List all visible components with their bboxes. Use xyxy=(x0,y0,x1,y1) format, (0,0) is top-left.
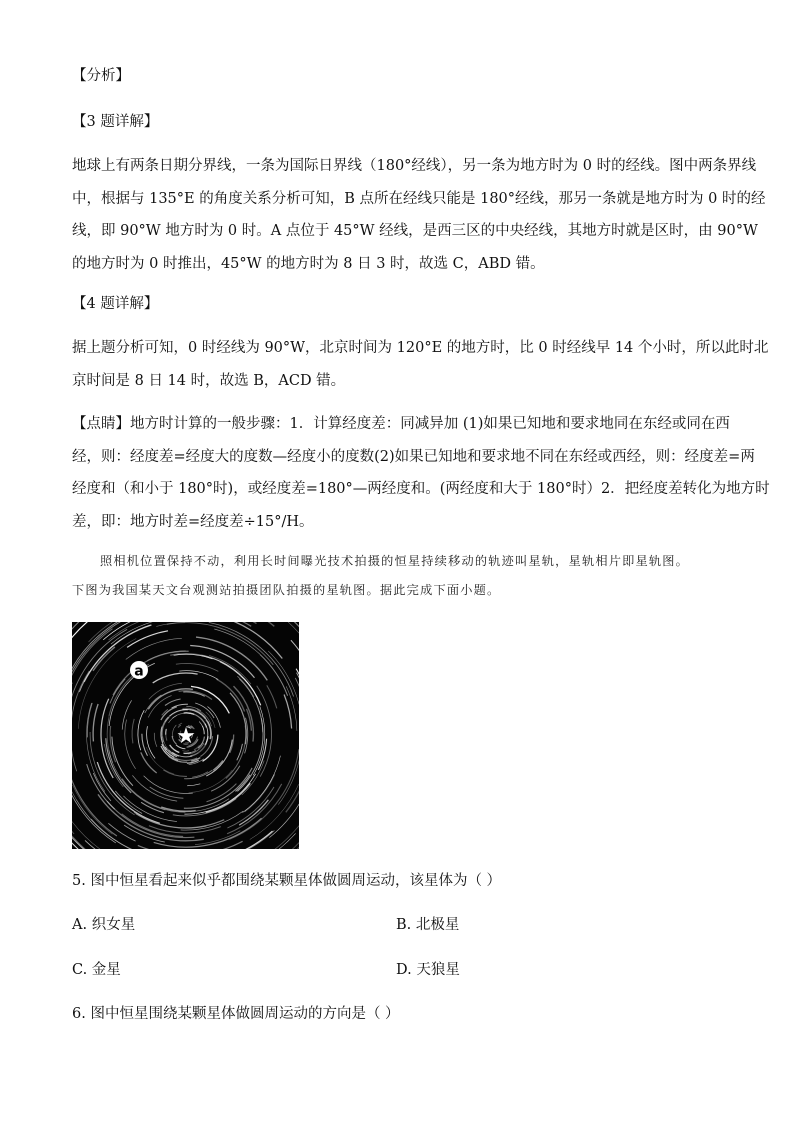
q4-line: 据上题分析可知，0 时经线为 90°W，北京时间为 120°E 的地方时，比 0 时经线早 14 个小时，所以此时北 xyxy=(72,340,769,356)
intro-text: 照相机位置保持不动，利用长时间曝光技术拍摄的恒星持续移动的轨迹叫星轨，星轨相片即星轨图。 xyxy=(100,554,690,568)
star-trail-arc xyxy=(184,753,191,754)
tip-paragraph xyxy=(72,408,770,538)
q3-line: 线，即 90°W 地方时为 0 时。A 点位于 45°W 经线，是西三区的中央经线，其地方时就是区时，由 90°W xyxy=(72,223,758,239)
q4-heading: 【4 题详解】 xyxy=(72,296,159,312)
q3-heading: 【3 题详解】 xyxy=(72,114,159,130)
q3-line: 地球上有两条日期分界线，一条为国际日界线（180°经线），另一条为地方时为 0 时的经线。图中两条界线 xyxy=(72,158,757,174)
q5-option-a: A. 织女星 xyxy=(72,917,136,933)
intro-line-2 xyxy=(72,576,724,605)
q5-option-c: C. 金星 xyxy=(72,962,121,978)
label-a: a xyxy=(134,663,144,680)
tip-line: 经，则：经度差=经度大的度数—经度小的度数(2)如果已知地和要求地不同在东经或西经，则：经度差=两 xyxy=(72,448,755,465)
star-trail-svg xyxy=(72,622,299,849)
q5-stem: 5. 图中恒星看起来似乎都围绕某颗星体做圆周运动，该星体为（ ） xyxy=(72,873,502,889)
q6-stem: 6. 图中恒星围绕某颗星体做圆周运动的方向是（ ） xyxy=(72,1006,400,1022)
pole-star-icon: ★ xyxy=(176,724,196,749)
q4-line: 京时间是 8 日 14 时，故选 B，ACD 错。 xyxy=(72,372,346,389)
tip-line: 差，即：地方时差=经度差÷15°/H。 xyxy=(72,513,314,530)
q3-line: 的地方时为 0 时推出，45°W 的地方时为 8 日 3 时，故选 C，ABD 错。 xyxy=(72,255,545,272)
analysis-heading: 【分析】 xyxy=(72,68,130,84)
star-trail-arc xyxy=(166,729,167,735)
q3-explanation xyxy=(72,150,766,280)
tip-line: 【点睛】地方时计算的一般步骤：1．计算经度差：同减异加 (1)如果已知地和要求地同在东经或同在西 xyxy=(72,416,730,432)
tip-line: 经度和（和小于 180°时)，或经度差=180°—两经度和。(两经度和大于 180°时）2．把经度差转化为地方时 xyxy=(72,481,770,497)
q4-explanation xyxy=(72,332,769,397)
intro-text: 下图为我国某天文台观测站拍摄团队拍摄的星轨图。据此完成下面小题。 xyxy=(72,583,501,597)
q5-option-b: B. 北极星 xyxy=(396,917,460,933)
q5-option-d: D. 天狼星 xyxy=(396,962,460,978)
intro-line-1 xyxy=(100,547,740,576)
q3-line: 中，根据与 135°E 的角度关系分析可知，B 点所在经线只能是 180°经线，那另一条就是地方时为 0 时的经 xyxy=(72,190,766,207)
star-trail-photo xyxy=(72,622,299,849)
